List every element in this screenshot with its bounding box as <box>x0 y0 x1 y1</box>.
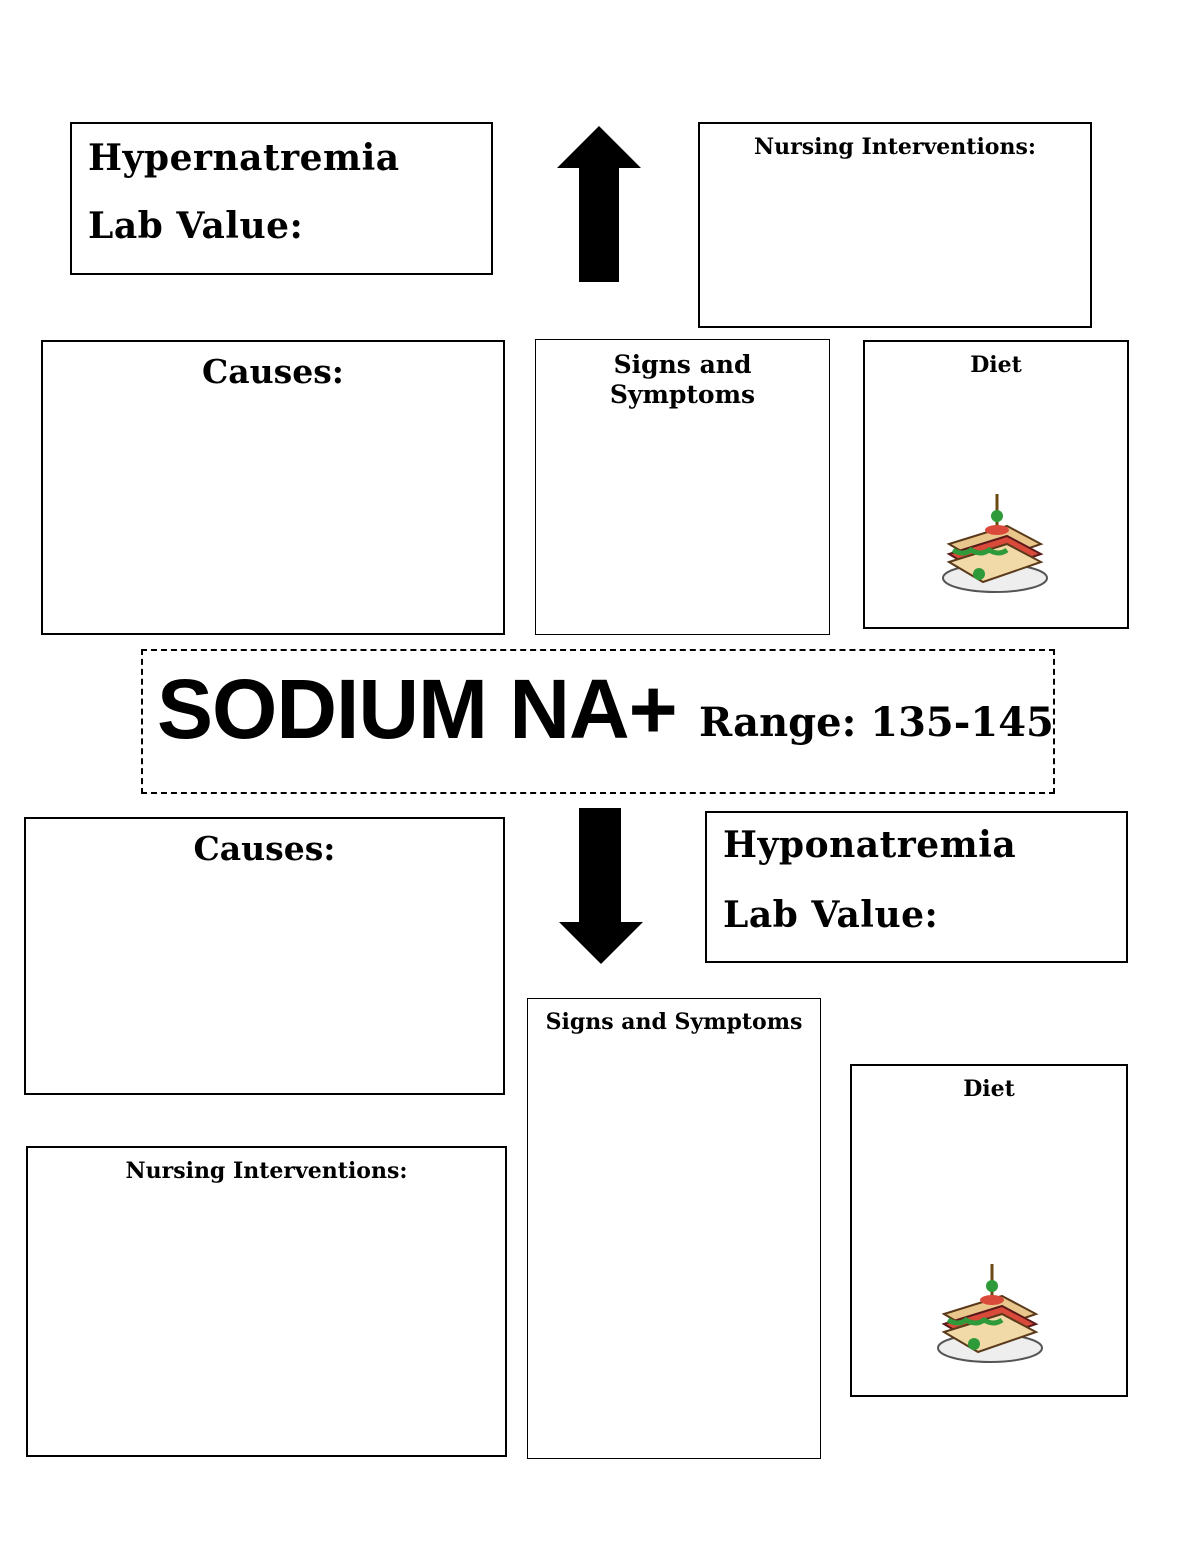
up-arrow-icon <box>557 126 641 284</box>
hyper-diet-box[interactable] <box>863 340 1129 629</box>
hyper-lab-value-label: Lab Value: <box>88 205 304 247</box>
sodium-header-box <box>141 649 1055 794</box>
hyper-causes-box[interactable] <box>41 340 505 635</box>
hypo-lab-value-label: Lab Value: <box>723 894 939 936</box>
hypo-signs-box[interactable] <box>527 998 821 1459</box>
hypo-title-box <box>705 811 1128 963</box>
sodium-title: SODIUM NA+ <box>157 662 677 756</box>
hypo-signs-label: Signs and Symptoms <box>545 1009 803 1035</box>
sandwich-icon <box>939 492 1051 596</box>
hypo-title: Hyponatremia <box>723 824 1017 866</box>
hyper-nursing-box[interactable] <box>698 122 1092 328</box>
hyper-causes-label: Causes: <box>202 352 344 391</box>
hypo-nursing-box[interactable] <box>26 1146 507 1457</box>
hyper-signs-label: Signs and Symptoms <box>609 350 756 409</box>
hypo-causes-label: Causes: <box>193 829 336 868</box>
hyper-signs-box[interactable] <box>535 339 830 635</box>
hyper-nursing-label: Nursing Interventions: <box>754 134 1036 160</box>
hyper-title: Hypernatremia <box>88 137 400 179</box>
down-arrow-icon <box>559 808 643 966</box>
hypo-diet-label: Diet <box>963 1076 1015 1102</box>
hyper-title-box <box>70 122 493 275</box>
hypo-diet-box[interactable] <box>850 1064 1128 1397</box>
hyper-diet-label: Diet <box>970 352 1022 378</box>
hypo-causes-box[interactable] <box>24 817 505 1095</box>
sandwich-icon <box>934 1262 1046 1366</box>
hypo-nursing-label: Nursing Interventions: <box>125 1158 408 1184</box>
sodium-range-label: Range: 135-145 <box>699 699 1054 746</box>
